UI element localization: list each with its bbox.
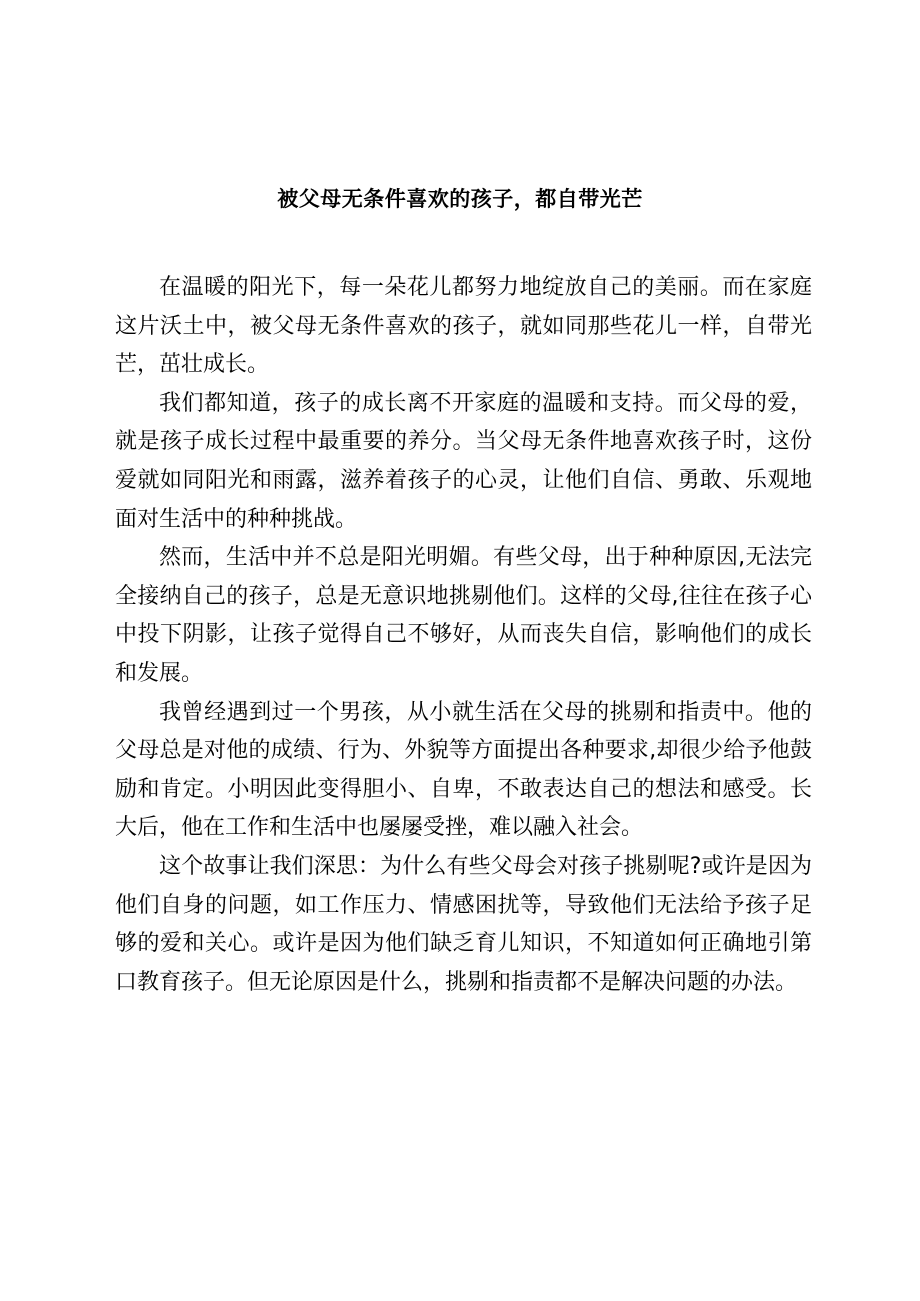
paragraph-4: 我曾经遇到过一个男孩，从小就生活在父母的挑剔和指责中。他的父母总是对他的成绩、行为、外貌等方面提出各种要求,却很少给予他鼓励和肯定。小明因此变得胆小、自卑，不敢表达自己的想法和感受。长大后，他在工作和生活中也屡屡受挫，难以融入社会。 <box>115 699 812 841</box>
paragraph-5: 这个故事让我们深思：为什么有些父母会对孩子挑剔呢?或许是因为他们自身的问题，如工作压力、情感困扰等，导致他们无法给予孩子足够的爱和关心。或许是因为他们缺乏育儿知识，不知道如何正确地引第口教育孩子。但无论原因是什么，挑剔和指责都不是解决问题的办法。 <box>115 853 812 995</box>
paragraph-1: 在温暖的阳光下，每一朵花儿都努力地绽放自己的美丽。而在家庭这片沃土中，被父母无条件喜欢的孩子，就如同那些花儿一样，自带光芒，茁壮成长。 <box>115 275 812 378</box>
paragraph-3: 然而，生活中并不总是阳光明媚。有些父母，出于种种原因,无法完全接纳自己的孩子，总是无意识地挑剔他们。这样的父母,往往在孩子心中投下阴影，让孩子觉得自己不够好，从而丧失自信，影响他们的成长和发展。 <box>115 545 812 686</box>
article-body <box>115 269 812 1002</box>
page-title: 被父母无条件喜欢的孩子，都自带光芒 <box>277 187 643 211</box>
paragraph-2: 我们都知道，孩子的成长离不开家庭的温暖和支持。而父母的爱，就是孩子成长过程中最重要的养分。当父母无条件地喜欢孩子时，这份爱就如同阳光和雨露，滋养着孩子的心灵，让他们自信、勇敢、乐观地面对生活中的种种挑战。 <box>115 390 812 532</box>
